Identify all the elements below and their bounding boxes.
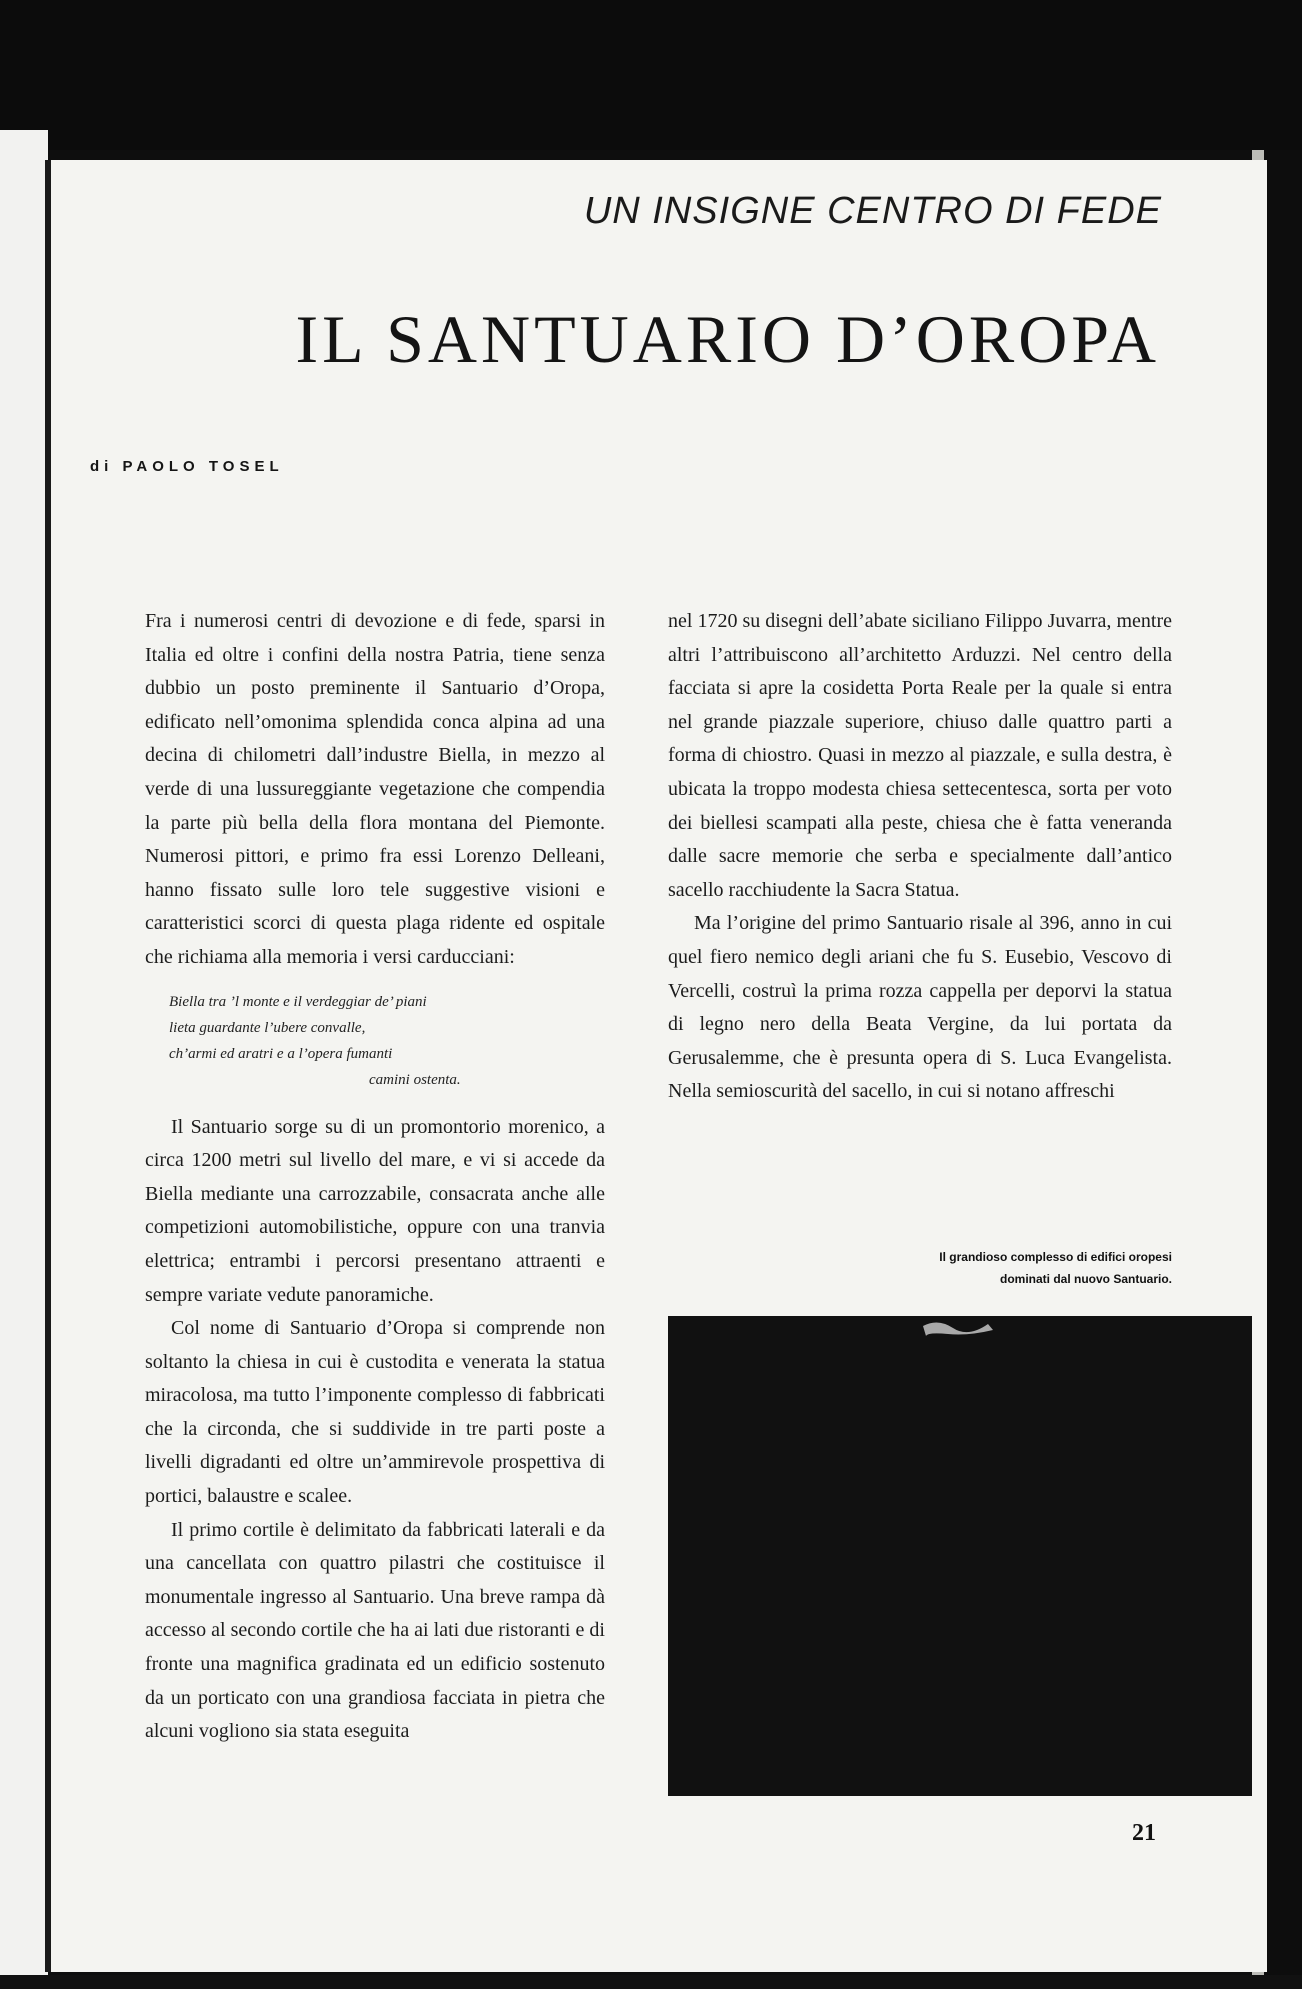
left-margin [0,130,48,1989]
article-title: IL SANTUARIO D’OROPA [295,301,1160,377]
bottom-dark-border [0,1975,1302,1989]
sanctuary-photo [668,1316,1252,1796]
top-dark-border [0,0,1302,150]
right-column [668,605,1172,1109]
poem-line: lieta guardante l’ubere convalle, [169,1019,366,1036]
poem-line: Biella tra ’l monte e il verdeggiar de’ piani [169,993,427,1010]
paragraph: Col nome di Santuario d’Oropa si comprende non soltanto la chiesa in cui è custodita e venerata la statua miracolosa, ma tutto l’imponente complesso di fabbricati che la circonda, che si suddivide in tre parti poste a livelli digradanti ed oltre un’ammirevole prospettiva di portici, balaustre e scalee. [145,1317,605,1508]
page-number: 21 [1132,1820,1156,1846]
poem-quote [169,989,605,1093]
photo-caption: Il grandioso complesso di edifici oropesi dominati dal nuovo Santuario. [939,1250,1172,1286]
left-column [145,605,605,1749]
paragraph: Ma l’origine del primo Santuario risale al 396, anno in cui quel fiero nemico degli ariani che fu S. Eusebio, Vescovo di Vercelli, costruì la prima rozza cappella per deporvi la statua di legno nero della Beata Vergine, da lui portata da Gerusalemme, che è presunta opera di S. Luca Evangelista. Nella semioscurità del sacello, in cui si notano affreschi [668,912,1172,1103]
poem-line: camini ostenta. [369,1071,461,1088]
paragraph: Il primo cortile è delimitato da fabbricati laterali e da una cancellata con quattro pilastri che costituisce il monumentale ingresso al Santuario. Una breve rampa dà accesso al secondo cortile che ha ai lati due ristoranti e di fronte una magnifica gradinata ed un edificio sostenuto da un porticato con una grandiosa facciata in pietra che alcuni vogliono sia stata eseguita [145,1518,605,1743]
poem-line: ch’armi ed aratri e a l’opera fumanti [169,1045,393,1062]
byline: di PAOLO TOSEL [90,458,284,475]
photo-highlight-icon [918,1316,998,1352]
paragraph: nel 1720 su disegni dell’abate siciliano Filippo Juvarra, mentre altri l’attribuiscono all’architetto Arduzzi. Nel centro della facciata si apre la cosidetta Porta Reale per la quale si entra nel grande piazzale superiore, chiuso dalle quattro parti a forma di chiostro. Quasi in mezzo al piazzale, e sulla destra, è ubicata la troppo modesta chiesa settecentesca, sorta per voto dei biellesi scampati alla peste, chiesa che è fatta veneranda dalle sacre memorie che serba e specialmente dall’antico sacello racchiudente la Sacra Statua. [668,610,1172,901]
paragraph: Il Santuario sorge su di un promontorio morenico, a circa 1200 metri sul livello del mare, e vi si accede da Biella mediante una carrozzabile, consacrata anche alle competizioni automobilistiche, oppure con una tranvia elettrica; entrambi i percorsi presentano attraenti e sempre variate vedute panoramiche. [145,1115,605,1306]
paragraph: Fra i numerosi centri di devozione e di fede, sparsi in Italia ed oltre i confini della nostra Patria, tiene senza dubbio un posto preminente il Santuario d’Oropa, edificato nell’omonima splendida conca alpina ad una decina di chilometri dall’industre Biella, in mezzo al verde di una lussureggiante vegetazione che compendia la parte più bella della flora montana del Piemonte. Numerosi pittori, e primo fra essi Lorenzo Delleani, hanno fissato sulle loro tele suggestive visioni e caratteristici scorci di questa plaga ridente ed ospitale che richiama alla memoria i versi carducciani: [145,610,605,968]
kicker-heading: UN INSIGNE CENTRO DI FEDE [583,190,1162,232]
right-dark-border [1264,150,1302,1989]
